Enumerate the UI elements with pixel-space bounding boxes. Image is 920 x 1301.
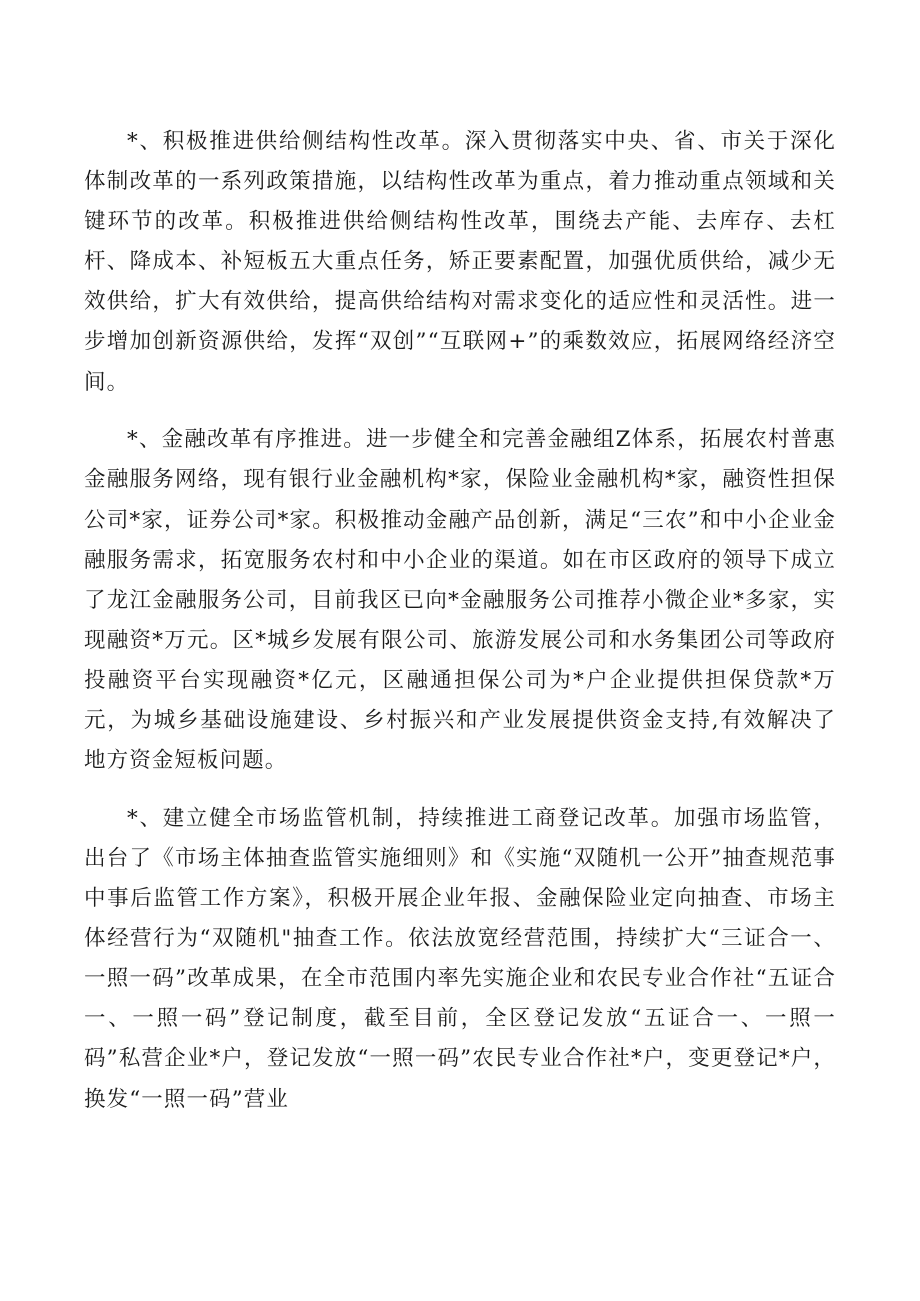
- document-body: [84, 122, 836, 1137]
- paragraph-financial-reform: *、金融改革有序推进。进一步健全和完善金融组Z体系，拓展农村普惠金融服务网络，现有银行业金融机构*家，保险业金融机构*家，融资性担保公司*家，证券公司*家。积极推动金融产品创新，满足“三农”和中小企业金融服务需求，拓宽服务农村和中小企业的渠道。如在市区政府的领导下成立了龙江金融服务公司，目前我区已向*金融服务公司推荐小微企业*多家，实现融资*万元。区*城乡发展有限公司、旅游发展公司和水务集团公司等政府投融资平台实现融资*亿元，区融通担保公司为*户企业提供担保贷款*万元，为城乡基础设施建设、乡村振兴和产业发展提供资金支持,有效解决了地方资金短板问题。: [84, 427, 836, 774]
- paragraph-market-supervision: *、建立健全市场监管机制，持续推进工商登记改革。加强市场监管，出台了《市场主体抽查监管实施细则》和《实施“双随机一公开”抽查规范事中事后监管工作方案》，积极开展企业年报、金融保险业定向抽查、市场主体经营行为“双随机"抽查工作。依法放宽经营范围，持续扩大“三证合一、一照一码”改革成果，在全市范围内率先实施企业和农民专业合作社“五证合一、一照一码”登记制度，截至目前，全区登记发放“五证合一、一照一码”私营企业*户，登记发放“一照一码”农民专业合作社*户，变更登记*户，换发“一照一码”营业: [84, 805, 836, 1112]
- paragraph-supply-side-reform: *、积极推进供给侧结构性改革。深入贯彻落实中央、省、市关于深化体制改革的一系列政策措施，以结构性改革为重点，着力推动重点领域和关键环节的改革。积极推进供给侧结构性改革，围绕去产能、去库存、去杠杆、降成本、补短板五大重点任务，矫正要素配置，加强优质供给，减少无效供给，扩大有效供给，提高供给结构对需求变化的适应性和灵活性。进一步增加创新资源供给，发挥“双创”“互联网+”的乘数效应，拓展网络经济空间。: [84, 129, 836, 395]
